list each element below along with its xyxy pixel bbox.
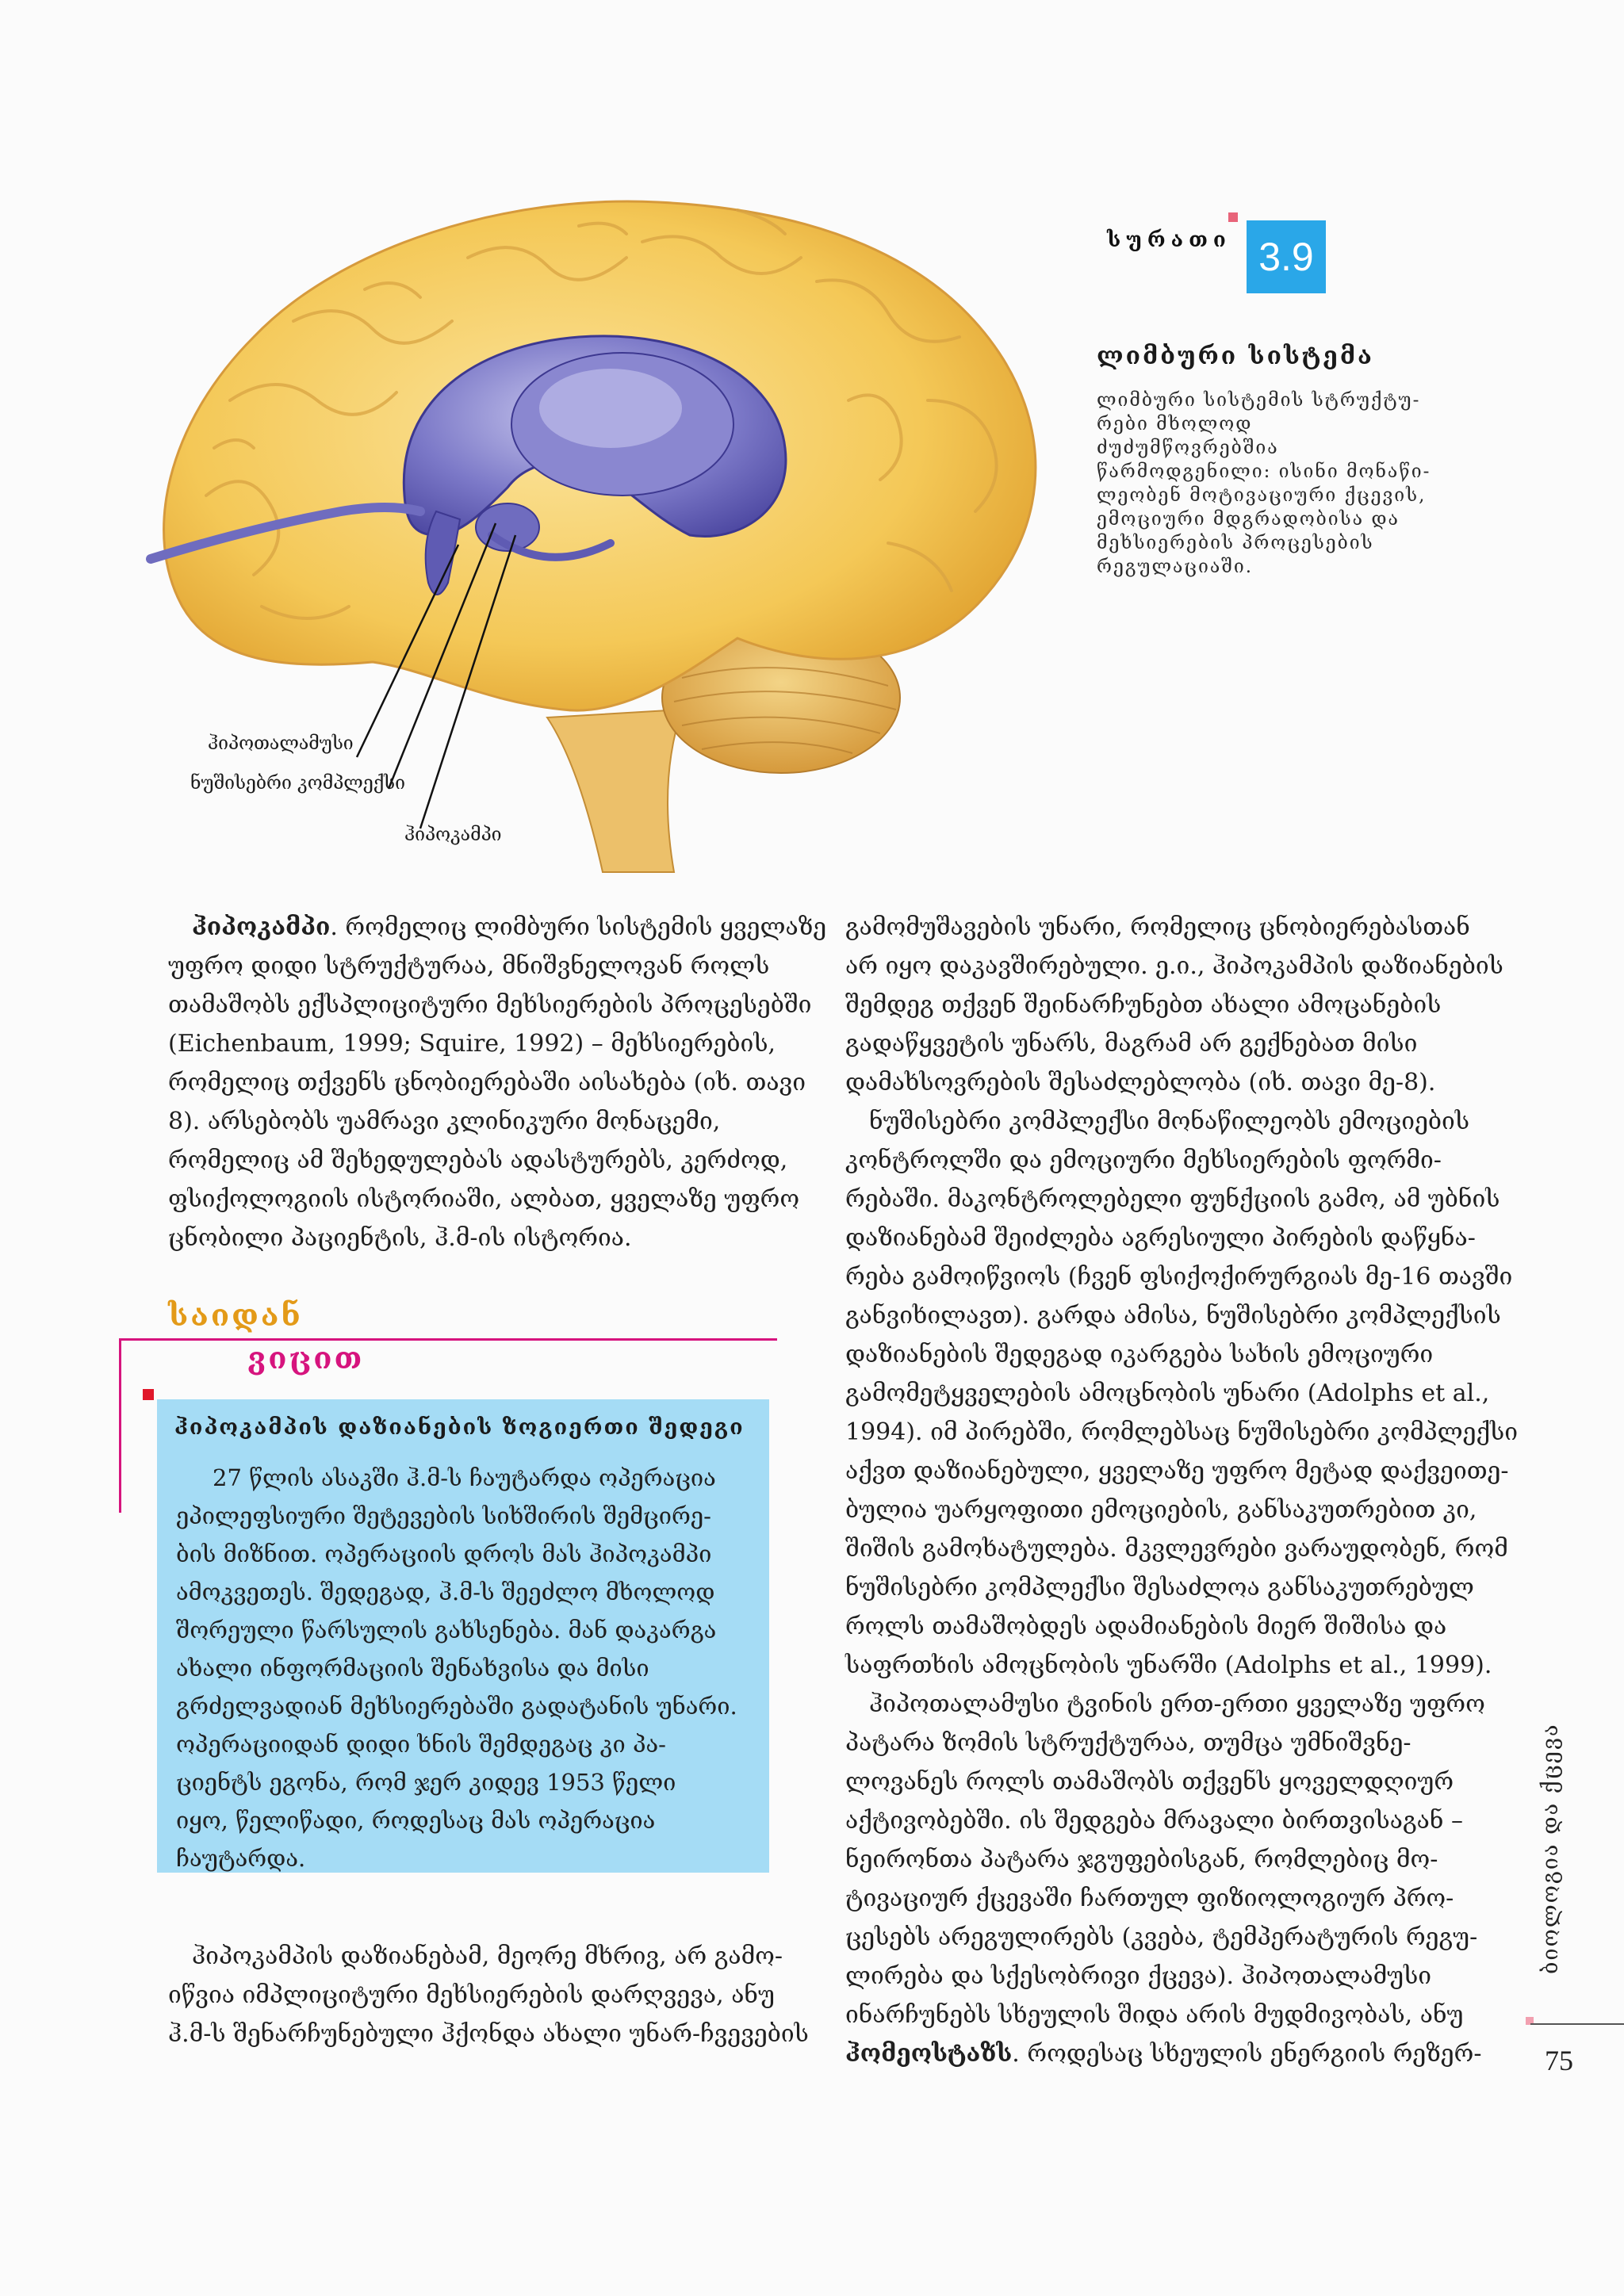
- text-line: 1994). იმ პირებში, რომლებსაც ნუშისებრი კომპლექსი: [845, 1418, 1518, 1446]
- text-line: დაზიანების შედეგად იკარგება სახის ემოციური: [845, 1341, 1434, 1368]
- text-line: დამახსოვრების შესაძლებლობა (იხ. თავი მე-8).: [845, 1069, 1436, 1096]
- info-box-title: ჰიპოკამპის დაზიანების ზოგიერთი შედეგი: [174, 1415, 745, 1440]
- text-line: აქვთ დაზიანებული, ყველაზე უფრო მეტად დაქვეითე-: [845, 1457, 1509, 1485]
- text-line: როლს თამაშობდეს ადამიანების მიერ შიშისა და: [845, 1613, 1447, 1640]
- running-head: ბიოლოგია და ქცევა: [1538, 1723, 1563, 1974]
- text-line: ცნობილი პაციენტის, ჰ.მ-ის ისტორია.: [168, 1224, 632, 1252]
- text-line: არ იყო დაკავშირებული. ე.ი., ჰიპოკამპის დაზიანების: [845, 952, 1503, 980]
- box-line: ციენტს ეგონა, რომ ჯერ კიდევ 1953 წელი: [176, 1769, 676, 1796]
- text-line: ჰიპოთალამუსი ტვინის ერთ-ერთი ყველაზე უფრო: [869, 1690, 1485, 1718]
- box-line: ამოკვეთეს. შედეგად, ჰ.მ-ს შეეძლო მხოლოდ: [176, 1578, 715, 1605]
- text-line: უფრო დიდი სტრუქტურაა, მნიშვნელოვან როლს: [168, 952, 770, 980]
- box-line: ეპილეფსიური შეტევების სიხშირის შემცირე-: [176, 1502, 711, 1529]
- left-column-bottom-text: [168, 1937, 809, 2053]
- text-line: ნუშისებრი კომპლექსი მონაწილეობს ემოციების: [869, 1108, 1470, 1135]
- text-line: ფსიქოლოგიის ისტორიაში, ალბათ, ყველაზე უფრო: [168, 1185, 800, 1213]
- text-line: ტივაციურ ქცევაში ჩართულ ფიზიოლოგიურ პრო-: [845, 1885, 1454, 1912]
- term-hippocampus: ჰიპოკამპი: [192, 913, 331, 941]
- text-line: ნეირონთა პატარა ჯგუფებისგან, რომლებიც მო-: [845, 1846, 1438, 1873]
- text-line: იწვია იმპლიციტური მეხსიერების დარღვევა, ანუ: [168, 1981, 775, 2009]
- text-line: აქტივობებში. ის შედგება მრავალი ბირთვისაგან –: [845, 1807, 1463, 1835]
- text-line: კონტროლში და ემოციური მეხსიერების ფორმი-: [845, 1146, 1442, 1174]
- caption-line: წარმოდგენილი: ისინი მონაწი-: [1097, 461, 1431, 482]
- text-line: საფრთხის ამოცნობის უნარში (Adolphs et al., 1999).: [845, 1651, 1492, 1679]
- box-rule-vertical: [119, 1338, 121, 1513]
- box-line: ოპერაციიდან დიდი ხნის შემდეგაც კი პა-: [176, 1731, 666, 1758]
- box-line: იყო, წელიწადი, როდესაც მას ოპერაცია: [176, 1807, 656, 1834]
- caption-line: ლეობენ მოტივაციური ქცევის,: [1097, 485, 1427, 506]
- text-line: ბულია უარყოფითი ემოციების, განსაკუთრებით კი,: [845, 1496, 1477, 1524]
- text-line: რებაში. მაკონტროლებელი ფუნქციის გამო, ამ უბნის: [845, 1185, 1500, 1213]
- brain-illustration: [135, 163, 1071, 876]
- text-line: შემდეგ თქვენ შეინარჩუნებთ ახალი ამოცანების: [845, 991, 1442, 1019]
- box-line: ახალი ინფორმაციის შენახვისა და მისი: [176, 1655, 649, 1682]
- text-line: ლოვანეს როლს თამაშობს თქვენს ყოველდღიურ: [845, 1768, 1454, 1796]
- caption-line: რეგულაციაში.: [1097, 557, 1254, 577]
- caption-line: რები მხოლოდ ძუძუმწოვრებშია: [1097, 414, 1279, 458]
- text-line: რომელიც თქვენს ცნობიერებაში აისახება (იხ. თავი: [168, 1069, 806, 1096]
- text-line: რომელიც ამ შეხედულებას ადასტურებს, კერძოდ,: [168, 1146, 788, 1174]
- label-hippocampus: ჰიპოკამპი: [404, 825, 502, 845]
- brainstem: [547, 710, 682, 872]
- figure-tick-mark: [1228, 212, 1238, 222]
- label-amygdala: ნუშისებრი კომპლექსი: [190, 773, 406, 794]
- box-line: გრძელვადიან მეხსიერებაში გადატანის უნარი.: [176, 1693, 737, 1720]
- text-line: პატარა ზომის სტრუქტურაა, თუმცა უმნიშვნე-: [845, 1729, 1411, 1757]
- left-column-text: [168, 908, 827, 1257]
- box-square-marker: [143, 1389, 154, 1400]
- figure-caption: [1097, 388, 1438, 579]
- page-number: 75: [1545, 2045, 1573, 2076]
- text-line: შიშის გამოხატულება. მკვლევრები ვარაუდობენ, რომ: [845, 1535, 1508, 1563]
- term-homeostasis: ჰომეოსტაზს: [845, 2040, 1013, 2068]
- box-line: ბის მიზნით. ოპერაციის დროს მას ჰიპოკამპი: [176, 1540, 712, 1567]
- label-hypothalamus: ჰიპოთალამუსი: [208, 733, 354, 754]
- box-heading-where: საიდან: [168, 1297, 303, 1333]
- text-line: გადაწყვეტის უნარს, მაგრამ არ გექნებათ მისი: [845, 1030, 1418, 1058]
- caption-line: ლიმბური სისტემის სტრუქტუ-: [1097, 390, 1421, 411]
- text-line: თამაშობს ექსპლიციტური მეხსიერების პროცესებში: [168, 991, 812, 1019]
- figure-number-badge: 3.9: [1247, 220, 1326, 293]
- text-line: ჰომეოსტაზს. როდესაც სხეულის ენერგიის რეზერ-: [845, 2040, 1482, 2068]
- text-line: (Eichenbaum, 1999; Squire, 1992) – მეხსიერების,: [168, 1030, 776, 1058]
- text-line: ჰ.მ-ს შენარჩუნებული ჰქონდა ახალი უნარ-ჩვევების: [168, 2020, 809, 2048]
- box-line: ჩაუტარდა.: [176, 1845, 306, 1872]
- box-line: შორეული წარსულის გახსენება. მან დაკარგა: [176, 1617, 717, 1644]
- box-line: 27 წლის ასაკში ჰ.მ-ს ჩაუტარდა ოპერაცია: [213, 1464, 716, 1491]
- text-line: ინარჩუნებს სხეულის შიდა არის მუდმივობას, ანუ: [845, 2001, 1464, 2029]
- info-box-text: [176, 1459, 760, 1877]
- text-line: ლირება და სქესობრივი ქცევა). ჰიპოთალამუსი: [845, 1962, 1432, 1990]
- text-line: ჰიპოკამპი. რომელიც ლიმბური სისტემის ყველაზე: [192, 913, 827, 941]
- text-line: გამომუშავების უნარი, რომელიც ცნობიერებასთან: [845, 913, 1470, 941]
- caption-line: მეხსიერების პროცესების: [1097, 533, 1374, 553]
- figure-word: სურათი: [1107, 228, 1231, 252]
- right-column-text: [845, 908, 1518, 2073]
- box-rule-horizontal: [119, 1338, 777, 1341]
- text-line: რება გამოიწვიოს (ჩვენ ფსიქოქირურგიას მე-16 თავში: [845, 1263, 1513, 1291]
- caption-line: ემოციური მდგრადობისა და: [1097, 509, 1400, 530]
- text-line: ნუშისებრი კომპლექსი შესაძლოა განსაკუთრებულ: [845, 1574, 1474, 1601]
- text-line: განვიხილავთ). გარდა ამისა, ნუშისებრი კომპლექსის: [845, 1302, 1501, 1330]
- figure-title: ლიმბური სისტემა: [1097, 342, 1374, 370]
- text-line: ჰიპოკამპის დაზიანებამ, მეორე მხრივ, არ გამო-: [192, 1942, 783, 1970]
- text-line: 8). არსებობს უამრავი კლინიკური მონაცემი,: [168, 1108, 721, 1135]
- text-line: დაზიანებამ შეიძლება აგრესიული პირების დაწყნა-: [845, 1224, 1476, 1252]
- text-line: გამომეტყველების ამოცნობის უნარი (Adolphs et al.,: [845, 1380, 1490, 1407]
- box-heading-know: ვიცით: [247, 1340, 365, 1376]
- running-head-rule: [1530, 2023, 1624, 2025]
- text-line: ცესებს არეგულირებს (კვება, ტემპერატურის რეგუ-: [845, 1923, 1478, 1951]
